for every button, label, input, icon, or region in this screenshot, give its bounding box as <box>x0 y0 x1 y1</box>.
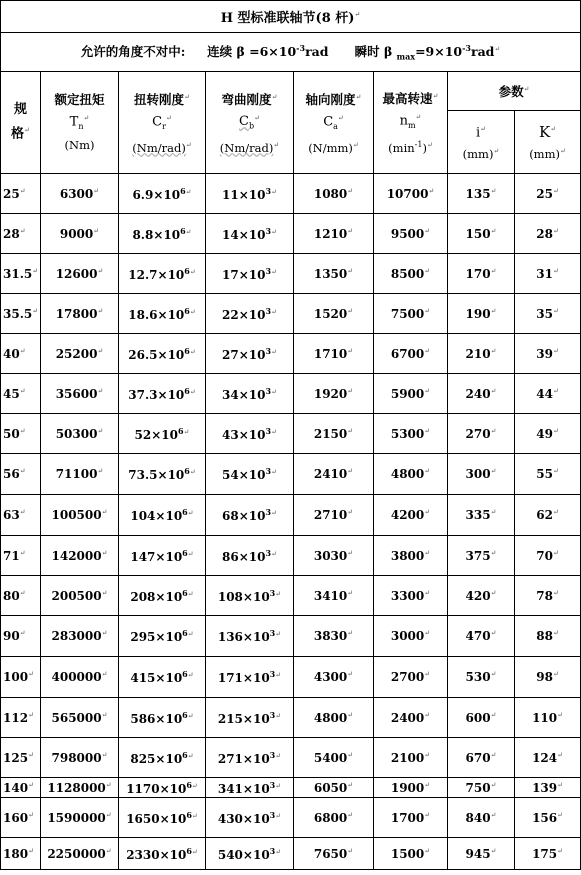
cell-param-i: 670↵ <box>448 738 515 778</box>
table-row <box>1 536 581 576</box>
cell-max-speed: 2700↵ <box>374 657 448 698</box>
cell-param-k: 35↵ <box>515 294 581 334</box>
cell-param-i: 530↵ <box>448 657 515 698</box>
cell-torque: 71100↵ <box>41 454 119 495</box>
cell-torsional-stiffness: $8.8\times 10^{6↵}$ <box>119 214 206 254</box>
cell-param-i: 270↵ <box>448 414 515 454</box>
header-axial-stiffness: 轴向刚度↵ $C_a^↵$ (N/mm)↵ <box>294 72 374 174</box>
table-row <box>1 414 581 454</box>
cell-bending-stiffness: $86\times 10^{3↵}$ <box>206 536 294 576</box>
header-param-k: K↵ (mm)↵ <box>515 111 581 174</box>
cell-torque: 9000↵ <box>41 214 119 254</box>
cell-param-k: 139↵ <box>515 778 581 798</box>
cell-bending-stiffness: $43\times 10^{3↵}$ <box>206 414 294 454</box>
cell-param-k: 175↵ <box>515 838 581 870</box>
cell-param-i: 335↵ <box>448 495 515 536</box>
cell-axial-stiffness: 1710↵ <box>294 334 374 374</box>
header-param-i: i↵ (mm)↵ <box>448 111 515 174</box>
cell-param-i: 600↵ <box>448 698 515 738</box>
cell-param-i: 840↵ <box>448 798 515 838</box>
angle-continuous: 连续 $\beta =6\times 10^{-3}rad$ <box>207 43 329 60</box>
cell-axial-stiffness: 1920↵ <box>294 374 374 414</box>
cell-bending-stiffness: $17\times 10^{3↵}$ <box>206 254 294 294</box>
cell-max-speed: 2100↵ <box>374 738 448 778</box>
table-row <box>1 334 581 374</box>
cell-torsional-stiffness: $26.5\times 10^{6↵}$ <box>119 334 206 374</box>
cell-size: 140↵ <box>1 778 41 798</box>
cell-torque: 100500↵ <box>41 495 119 536</box>
cell-param-k: 78↵ <box>515 576 581 616</box>
cell-param-i: 210↵ <box>448 334 515 374</box>
table-row <box>1 174 581 214</box>
cell-param-i: 420↵ <box>448 576 515 616</box>
cell-axial-stiffness: 4800↵ <box>294 698 374 738</box>
cell-bending-stiffness: $11\times 10^{3↵}$ <box>206 174 294 214</box>
table-title: H 型标准联轴节(8 杆)↵ <box>1 1 581 33</box>
cell-max-speed: 1700↵ <box>374 798 448 838</box>
table-row <box>1 778 581 798</box>
cell-size: 31.5↵ <box>1 254 41 294</box>
cell-max-speed: 5300↵ <box>374 414 448 454</box>
cell-torsional-stiffness: $37.3\times 10^{6↵}$ <box>119 374 206 414</box>
cell-param-k: 62↵ <box>515 495 581 536</box>
cell-size: 90↵ <box>1 616 41 657</box>
cell-torsional-stiffness: $2330\times 10^{6↵}$ <box>119 838 206 870</box>
cell-axial-stiffness: 3410↵ <box>294 576 374 616</box>
cell-max-speed: 2400↵ <box>374 698 448 738</box>
cell-torsional-stiffness: $1170\times 10^{6↵}$ <box>119 778 206 798</box>
cell-bending-stiffness: $136\times 10^{3↵}$ <box>206 616 294 657</box>
cell-size: 45↵ <box>1 374 41 414</box>
cell-torque: 283000↵ <box>41 616 119 657</box>
cell-size: 100↵ <box>1 657 41 698</box>
cell-torsional-stiffness: $1650\times 10^{6↵}$ <box>119 798 206 838</box>
header-max-speed: 最高转速↵ $n_m^↵$ $(\min^{-1})^↵$ <box>374 72 448 174</box>
table-row <box>1 657 581 698</box>
cell-axial-stiffness: 6050↵ <box>294 778 374 798</box>
cell-param-i: 135↵ <box>448 174 515 214</box>
cell-torsional-stiffness: $415\times 10^{6↵}$ <box>119 657 206 698</box>
cell-size: 56↵ <box>1 454 41 495</box>
cell-max-speed: 3300↵ <box>374 576 448 616</box>
cell-param-i: 190↵ <box>448 294 515 334</box>
cell-param-k: 39↵ <box>515 334 581 374</box>
cell-torque: 12600↵ <box>41 254 119 294</box>
table-row <box>1 294 581 334</box>
table-row <box>1 374 581 414</box>
cell-size: 80↵ <box>1 576 41 616</box>
cell-size: 112↵ <box>1 698 41 738</box>
cell-max-speed: 3000↵ <box>374 616 448 657</box>
cell-bending-stiffness: $14\times 10^{3↵}$ <box>206 214 294 254</box>
angle-instant: 瞬时 β $_{max}=9\times 10^{-3}rad$ <box>354 43 495 62</box>
cell-size: 180↵ <box>1 838 41 870</box>
cell-max-speed: 3800↵ <box>374 536 448 576</box>
cell-param-i: 945↵ <box>448 838 515 870</box>
cell-axial-stiffness: 3030↵ <box>294 536 374 576</box>
cell-max-speed: 8500↵ <box>374 254 448 294</box>
cell-torsional-stiffness: $18.6\times 10^{6↵}$ <box>119 294 206 334</box>
cell-param-i: 470↵ <box>448 616 515 657</box>
cell-param-k: 49↵ <box>515 414 581 454</box>
header-size: 规 格↵ <box>1 72 41 174</box>
cell-max-speed: 1500↵ <box>374 838 448 870</box>
cell-bending-stiffness: $215\times 10^{3↵}$ <box>206 698 294 738</box>
table-row <box>1 616 581 657</box>
cell-param-k: 28↵ <box>515 214 581 254</box>
cell-axial-stiffness: 1210↵ <box>294 214 374 254</box>
header-torsional-stiffness: 扭转刚度↵ $C_r^↵$ (Nm/rad)↵ <box>119 72 206 174</box>
cell-max-speed: 1900↵ <box>374 778 448 798</box>
cell-torque: 35600↵ <box>41 374 119 414</box>
cell-torsional-stiffness: $586\times 10^{6↵}$ <box>119 698 206 738</box>
cell-param-k: 110↵ <box>515 698 581 738</box>
table-row <box>1 454 581 495</box>
cell-axial-stiffness: 2150↵ <box>294 414 374 454</box>
cell-max-speed: 4800↵ <box>374 454 448 495</box>
cell-param-k: 25↵ <box>515 174 581 214</box>
cell-axial-stiffness: 1350↵ <box>294 254 374 294</box>
cell-torque: 200500↵ <box>41 576 119 616</box>
cell-torque: 6300↵ <box>41 174 119 214</box>
table-row <box>1 698 581 738</box>
cell-bending-stiffness: $68\times 10^{3↵}$ <box>206 495 294 536</box>
cell-param-i: 300↵ <box>448 454 515 495</box>
cell-param-k: 44↵ <box>515 374 581 414</box>
cell-torsional-stiffness: $52\times 10^{6↵}$ <box>119 414 206 454</box>
cell-param-i: 240↵ <box>448 374 515 414</box>
cell-torsional-stiffness: $12.7\times 10^{6↵}$ <box>119 254 206 294</box>
cell-axial-stiffness: 1520↵ <box>294 294 374 334</box>
cell-axial-stiffness: 5400↵ <box>294 738 374 778</box>
cell-bending-stiffness: $171\times 10^{3↵}$ <box>206 657 294 698</box>
cell-param-i: 170↵ <box>448 254 515 294</box>
cell-torsional-stiffness: $6.9\times 10^{6↵}$ <box>119 174 206 214</box>
table-row <box>1 738 581 778</box>
cell-max-speed: 9500↵ <box>374 214 448 254</box>
cell-size: 63↵ <box>1 495 41 536</box>
cell-bending-stiffness: $34\times 10^{3↵}$ <box>206 374 294 414</box>
cell-torsional-stiffness: $295\times 10^{6↵}$ <box>119 616 206 657</box>
cell-torsional-stiffness: $147\times 10^{6↵}$ <box>119 536 206 576</box>
table-row <box>1 495 581 536</box>
cell-max-speed: 6700↵ <box>374 334 448 374</box>
cell-bending-stiffness: $54\times 10^{3↵}$ <box>206 454 294 495</box>
angle-label: 允许的角度不对中: <box>80 44 186 60</box>
cell-size: 25↵ <box>1 174 41 214</box>
cell-max-speed: 4200↵ <box>374 495 448 536</box>
cell-size: 35.5↵ <box>1 294 41 334</box>
cell-bending-stiffness: $108\times 10^{3↵}$ <box>206 576 294 616</box>
cell-torque: 1128000↵ <box>41 778 119 798</box>
angle-misalignment-note: 允许的角度不对中: 连续 $\beta =6\times 10^{-3}rad$ 瞬时 β $_{max}=9\times 10^{-3}rad^↵$ <box>1 33 581 72</box>
cell-max-speed: 7500↵ <box>374 294 448 334</box>
cell-torsional-stiffness: $208\times 10^{6↵}$ <box>119 576 206 616</box>
cell-axial-stiffness: 4300↵ <box>294 657 374 698</box>
cell-param-k: 70↵ <box>515 536 581 576</box>
cell-max-speed: 10700↵ <box>374 174 448 214</box>
header-params: 参数↵ <box>448 72 581 111</box>
cell-bending-stiffness: $27\times 10^{3↵}$ <box>206 334 294 374</box>
table-row <box>1 838 581 870</box>
cell-torque: 25200↵ <box>41 334 119 374</box>
cell-param-i: 750↵ <box>448 778 515 798</box>
cell-size: 71↵ <box>1 536 41 576</box>
cell-axial-stiffness: 3830↵ <box>294 616 374 657</box>
table-row <box>1 576 581 616</box>
cell-axial-stiffness: 1080↵ <box>294 174 374 214</box>
cell-bending-stiffness: $430\times 10^{3↵}$ <box>206 798 294 838</box>
cell-bending-stiffness: $341\times 10^{3↵}$ <box>206 778 294 798</box>
cell-torsional-stiffness: $104\times 10^{6↵}$ <box>119 495 206 536</box>
cell-bending-stiffness: $540\times 10^{3↵}$ <box>206 838 294 870</box>
cell-bending-stiffness: $22\times 10^{3↵}$ <box>206 294 294 334</box>
cell-torque: 1590000↵ <box>41 798 119 838</box>
cell-axial-stiffness: 2710↵ <box>294 495 374 536</box>
cell-size: 160↵ <box>1 798 41 838</box>
cell-torque: 400000↵ <box>41 657 119 698</box>
cell-torque: 142000↵ <box>41 536 119 576</box>
cell-param-k: 55↵ <box>515 454 581 495</box>
cell-torque: 50300↵ <box>41 414 119 454</box>
cell-axial-stiffness: 7650↵ <box>294 838 374 870</box>
cell-param-k: 98↵ <box>515 657 581 698</box>
cell-torque: 17800↵ <box>41 294 119 334</box>
cell-param-i: 150↵ <box>448 214 515 254</box>
header-torque: 额定扭矩 $T_n^↵$ (Nm) <box>41 72 119 174</box>
cell-axial-stiffness: 6800↵ <box>294 798 374 838</box>
table-row <box>1 798 581 838</box>
cell-param-i: 375↵ <box>448 536 515 576</box>
cell-torque: 2250000↵ <box>41 838 119 870</box>
cell-param-k: 88↵ <box>515 616 581 657</box>
cell-torsional-stiffness: $825\times 10^{6↵}$ <box>119 738 206 778</box>
cell-torque: 565000↵ <box>41 698 119 738</box>
cell-size: 50↵ <box>1 414 41 454</box>
cell-axial-stiffness: 2410↵ <box>294 454 374 495</box>
header-bending-stiffness: 弯曲刚度↵ $C_b^↵$ (Nm/rad)↵ <box>206 72 294 174</box>
cell-torque: 798000↵ <box>41 738 119 778</box>
cell-bending-stiffness: $271\times 10^{3↵}$ <box>206 738 294 778</box>
cell-size: 125↵ <box>1 738 41 778</box>
cell-param-k: 156↵ <box>515 798 581 838</box>
cell-max-speed: 5900↵ <box>374 374 448 414</box>
cell-param-k: 124↵ <box>515 738 581 778</box>
cell-param-k: 31↵ <box>515 254 581 294</box>
table-row <box>1 254 581 294</box>
cell-size: 28↵ <box>1 214 41 254</box>
cell-torsional-stiffness: $73.5\times 10^{6↵}$ <box>119 454 206 495</box>
cell-size: 40↵ <box>1 334 41 374</box>
table-row <box>1 214 581 254</box>
